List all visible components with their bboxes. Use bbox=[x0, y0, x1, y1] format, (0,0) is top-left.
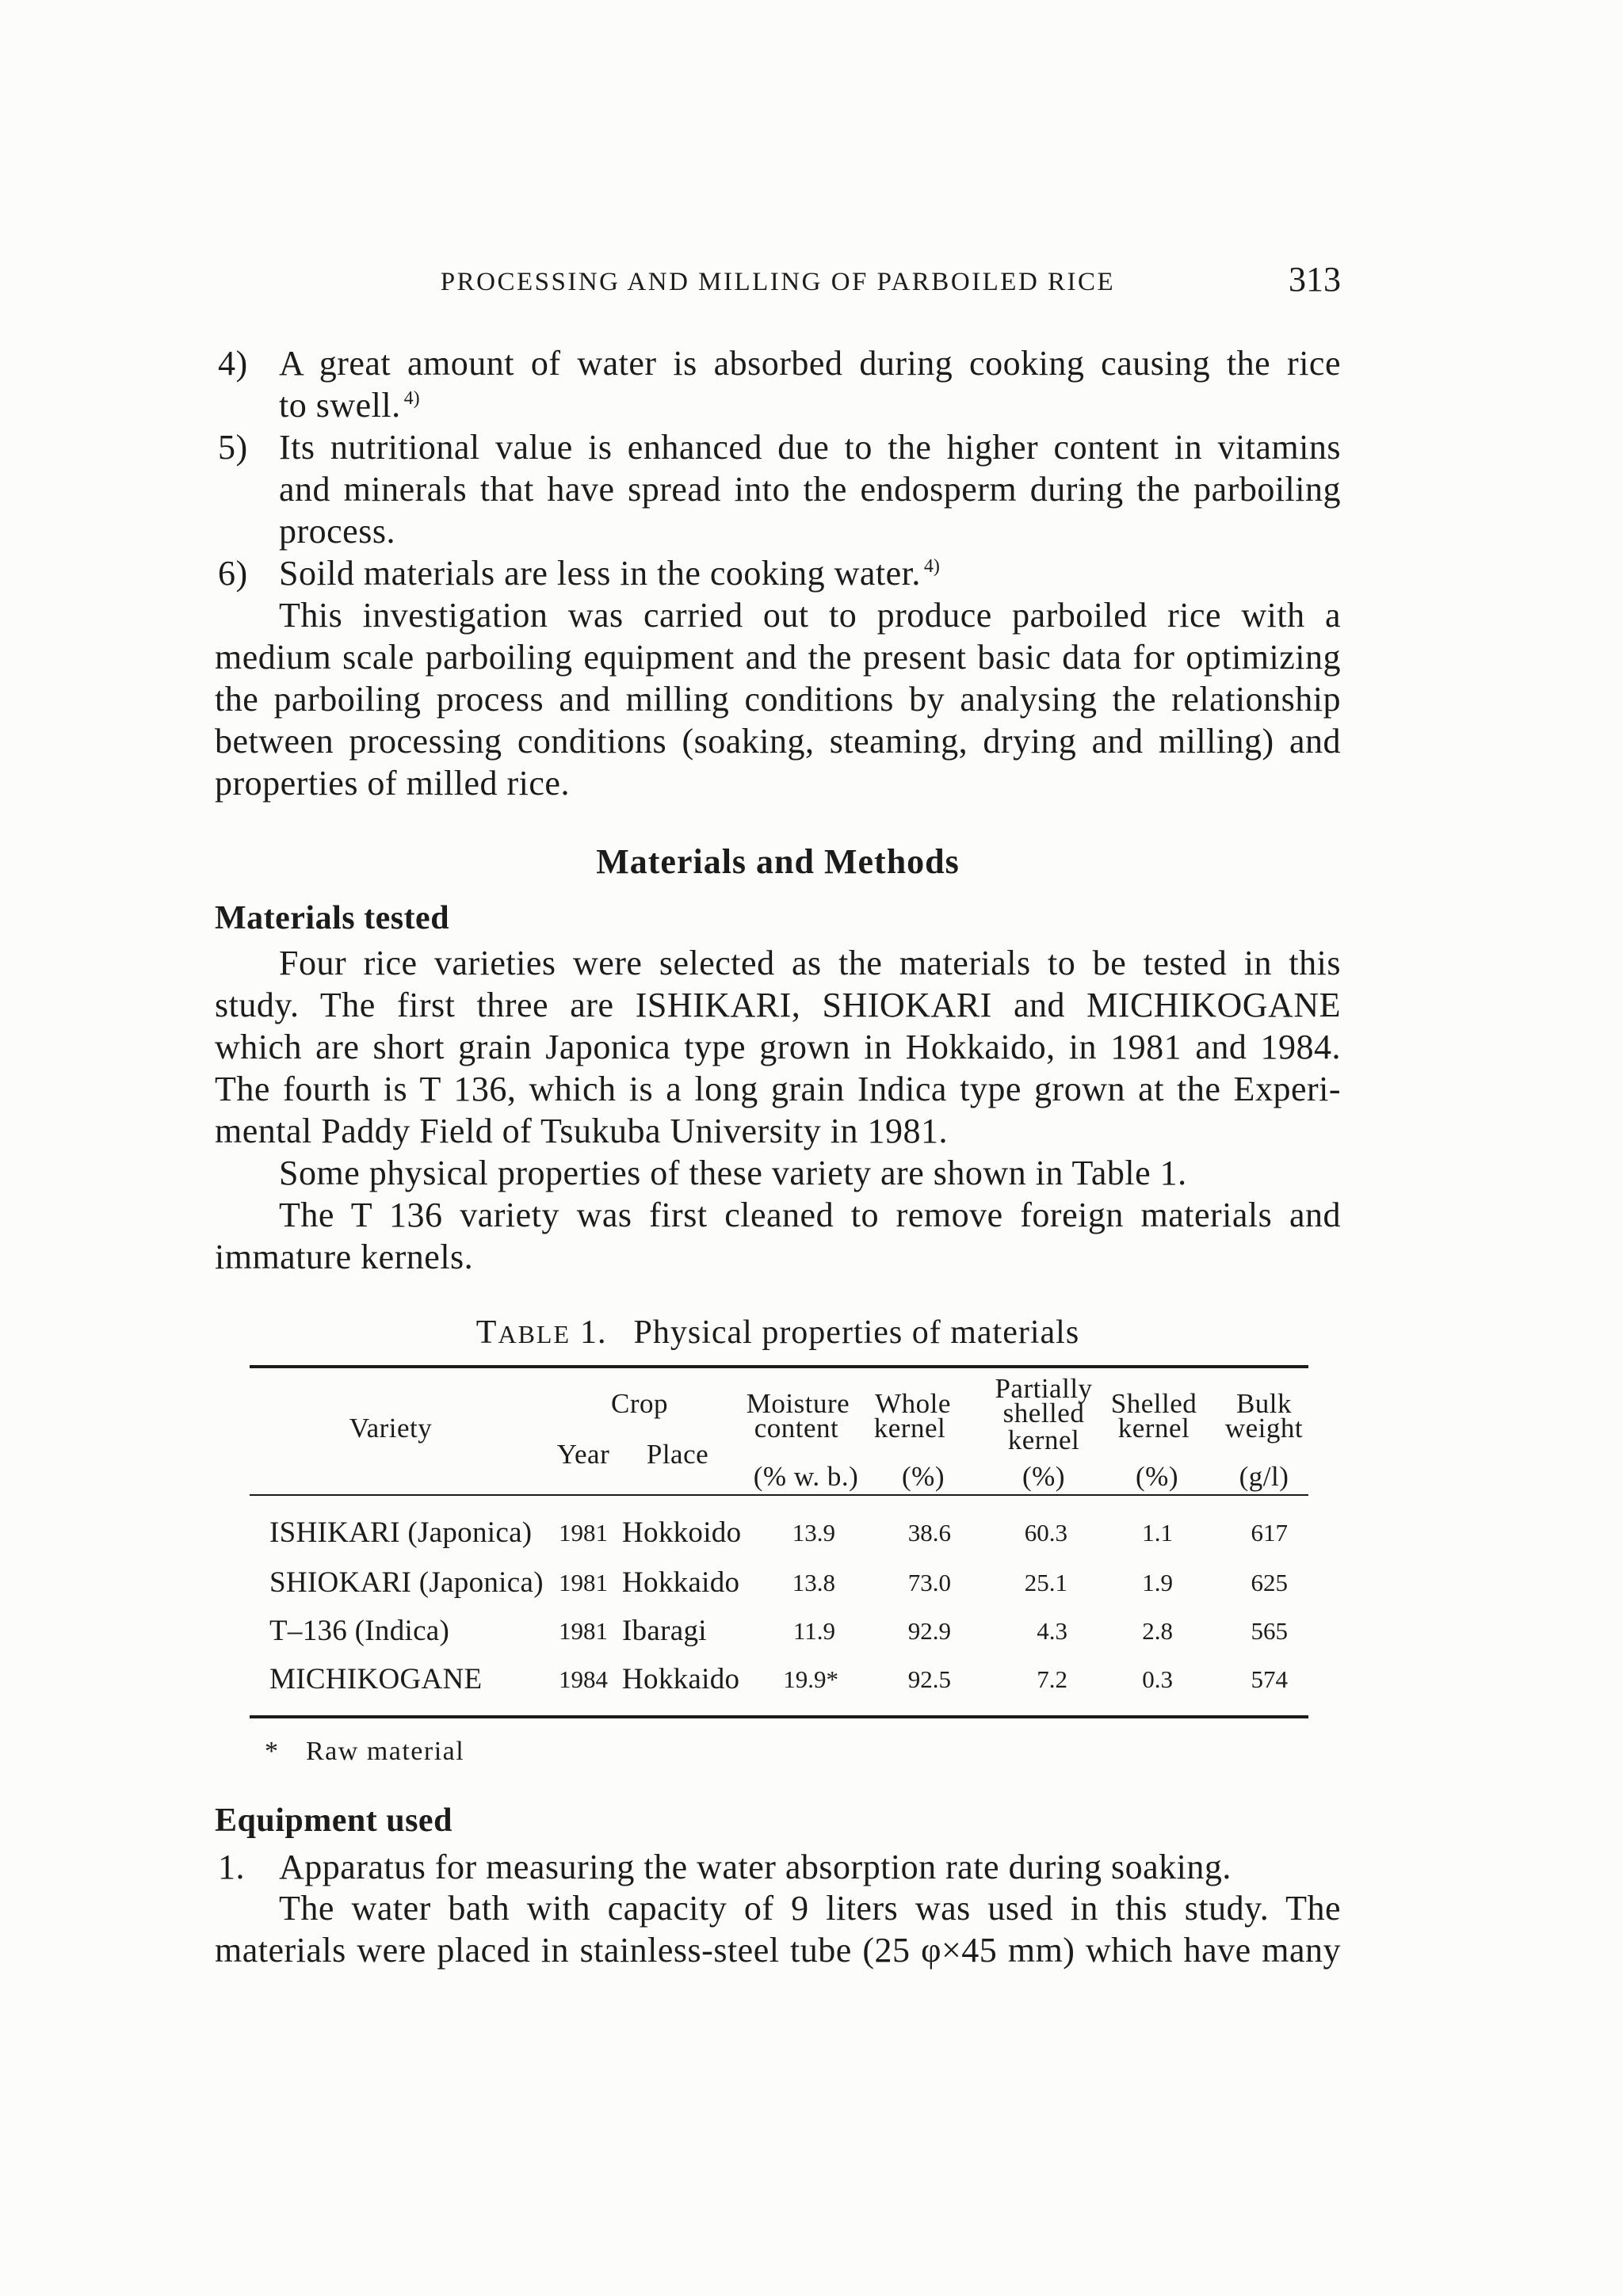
cell-shelled-kernel: 0.3 bbox=[1142, 1665, 1173, 1693]
body-paragraph-line: mental Paddy Field of Tsukuba University in 1981. bbox=[215, 1112, 948, 1150]
table-caption bbox=[215, 1312, 1341, 1354]
intro-paragraph-line: This investigation was carried out to produce parboiled rice with a bbox=[279, 596, 1341, 635]
column-header-partially-shelled: kernel bbox=[1007, 1425, 1080, 1455]
list-item-line bbox=[279, 552, 1341, 594]
cell-moisture: 13.9 bbox=[792, 1519, 835, 1547]
body-paragraph-line: The fourth is T 136, which is a long grain Indica type grown at the Experi- bbox=[215, 1070, 1341, 1108]
column-unit-shelled-kernel: (%) bbox=[1136, 1461, 1178, 1492]
body-paragraph-line: materials were placed in stainless-steel tube (25 φ×45 mm) which have many bbox=[215, 1931, 1341, 1970]
body-paragraph-line: which are short grain Japonica type grown in Hokkaido, in 1981 and 1984. bbox=[215, 1028, 1341, 1066]
column-header-partially-shelled: Partially bbox=[995, 1373, 1093, 1404]
column-header-moisture: content bbox=[754, 1413, 839, 1444]
cell-place: Ibaragi bbox=[622, 1615, 707, 1647]
column-header-partially-shelled: shelled bbox=[1002, 1398, 1085, 1428]
cell-partially-shelled: 4.3 bbox=[1037, 1617, 1067, 1645]
subsection-heading: Materials tested bbox=[215, 900, 450, 936]
cell-year: 1981 bbox=[559, 1519, 608, 1547]
column-header-whole-kernel: Whole bbox=[875, 1388, 951, 1419]
table-number: 1. bbox=[580, 1314, 607, 1351]
column-unit-bulk-weight: (g/l) bbox=[1239, 1461, 1289, 1492]
table-footnote-text: Raw material bbox=[306, 1737, 465, 1766]
column-header-place: Place bbox=[646, 1439, 709, 1470]
column-header-crop: Crop bbox=[611, 1388, 668, 1419]
cell-variety: MICHIKOGANE bbox=[269, 1663, 483, 1695]
list-item-line-text: Soild materials are less in the cooking water. bbox=[279, 554, 921, 593]
cell-partially-shelled: 7.2 bbox=[1037, 1665, 1067, 1693]
cell-year: 1981 bbox=[559, 1569, 608, 1596]
table-row bbox=[0, 1567, 1623, 1599]
body-paragraph-line: The water bath with capacity of 9 liters was used in this study. The bbox=[279, 1889, 1341, 1928]
body-paragraph-line: The T 136 variety was first cleaned to remove foreign materials and bbox=[279, 1196, 1341, 1234]
list-item-line: Its nutritional value is enhanced due to the higher content in vitamins bbox=[279, 428, 1341, 467]
column-header-variety: Variety bbox=[349, 1413, 433, 1444]
column-unit-partially-shelled: (%) bbox=[1022, 1461, 1065, 1492]
cell-shelled-kernel: 2.8 bbox=[1142, 1617, 1173, 1645]
cell-shelled-kernel: 1.1 bbox=[1142, 1519, 1173, 1547]
cell-bulk-weight: 617 bbox=[1251, 1519, 1288, 1547]
cell-whole-kernel: 92.9 bbox=[907, 1617, 951, 1645]
table-caption-text: Physical properties of materials bbox=[633, 1314, 1080, 1351]
cell-variety: T–136 (Indica) bbox=[269, 1615, 450, 1647]
cell-shelled-kernel: 1.9 bbox=[1142, 1569, 1173, 1596]
list-item-line-text: to swell. bbox=[279, 386, 401, 425]
table-row bbox=[0, 1615, 1623, 1647]
table-label: TABLE bbox=[475, 1314, 571, 1351]
table-header-rule bbox=[250, 1494, 1308, 1496]
section-heading: Materials and Methods bbox=[596, 842, 960, 881]
cell-year: 1981 bbox=[559, 1617, 608, 1645]
table-bottom-rule bbox=[250, 1715, 1308, 1718]
cell-moisture: 11.9 bbox=[792, 1617, 835, 1645]
column-header-whole-kernel: kernel bbox=[873, 1413, 946, 1444]
intro-paragraph-line: the parboiling process and milling conditions by analysing the relationship bbox=[215, 680, 1341, 719]
equipment-item-text: Apparatus for measuring the water absorption rate during soaking. bbox=[279, 1848, 1232, 1886]
subsection-heading: Equipment used bbox=[215, 1802, 453, 1839]
list-item-line: and minerals that have spread into the endosperm during the parboiling bbox=[279, 470, 1341, 509]
page-number: 313 bbox=[1289, 260, 1341, 299]
column-header-shelled-kernel: Shelled bbox=[1110, 1388, 1197, 1419]
column-header-bulk-weight: Bulk bbox=[1235, 1388, 1293, 1419]
equipment-item-number: 1. bbox=[218, 1848, 245, 1886]
cell-variety: ISHIKARI (Japonica) bbox=[269, 1516, 533, 1549]
list-item-label: 4) bbox=[218, 344, 248, 383]
cell-place: Hokkoido bbox=[622, 1516, 742, 1549]
list-item-line: process. bbox=[279, 512, 395, 551]
cell-place: Hokkaido bbox=[622, 1566, 740, 1599]
citation-superscript: 4) bbox=[923, 556, 940, 577]
body-paragraph-line: Some physical properties of these variety are shown in Table 1. bbox=[279, 1154, 1187, 1192]
table-row bbox=[0, 1664, 1623, 1695]
intro-paragraph-line: properties of milled rice. bbox=[215, 764, 570, 803]
body-paragraph-line: study. The first three are ISHIKARI, SHIOKARI and MICHIKOGANE bbox=[215, 986, 1341, 1024]
cell-year: 1984 bbox=[559, 1665, 608, 1693]
list-item-label: 6) bbox=[218, 554, 248, 593]
column-header-moisture: Moisture bbox=[746, 1388, 850, 1419]
cell-partially-shelled: 25.1 bbox=[1024, 1569, 1067, 1596]
cell-moisture: 19.9* bbox=[783, 1665, 838, 1693]
cell-place: Hokkaido bbox=[622, 1663, 740, 1695]
table-top-rule bbox=[250, 1365, 1308, 1368]
cell-bulk-weight: 625 bbox=[1251, 1569, 1288, 1596]
cell-whole-kernel: 38.6 bbox=[907, 1519, 951, 1547]
table-footnote-mark: * bbox=[265, 1737, 280, 1766]
column-unit-moisture: (% w. b.) bbox=[753, 1461, 859, 1492]
list-item-line: A great amount of water is absorbed during cooking causing the rice bbox=[279, 344, 1341, 383]
running-head-title: PROCESSING AND MILLING OF PARBOILED RICE bbox=[440, 268, 1116, 296]
column-unit-whole-kernel: (%) bbox=[902, 1461, 945, 1492]
intro-paragraph-line: medium scale parboiling equipment and the present basic data for optimizing bbox=[215, 638, 1341, 677]
column-header-shelled-kernel: kernel bbox=[1117, 1413, 1190, 1444]
body-paragraph-line: immature kernels. bbox=[215, 1238, 474, 1276]
citation-superscript: 4) bbox=[403, 388, 420, 409]
table-row bbox=[0, 1517, 1623, 1549]
cell-bulk-weight: 565 bbox=[1251, 1617, 1288, 1645]
intro-paragraph-line: between processing conditions (soaking, steaming, drying and milling) and bbox=[215, 722, 1341, 761]
cell-whole-kernel: 92.5 bbox=[907, 1665, 951, 1693]
body-paragraph-line: Four rice varieties were selected as the materials to be tested in this bbox=[279, 944, 1341, 982]
list-item-line bbox=[279, 384, 1341, 426]
column-header-bulk-weight: weight bbox=[1224, 1413, 1304, 1444]
cell-whole-kernel: 73.0 bbox=[907, 1569, 951, 1596]
list-item-label: 5) bbox=[218, 428, 248, 467]
cell-partially-shelled: 60.3 bbox=[1024, 1519, 1067, 1547]
cell-moisture: 13.8 bbox=[792, 1569, 835, 1596]
cell-variety: SHIOKARI (Japonica) bbox=[269, 1566, 544, 1599]
cell-bulk-weight: 574 bbox=[1251, 1665, 1288, 1693]
column-header-year: Year bbox=[556, 1439, 610, 1470]
